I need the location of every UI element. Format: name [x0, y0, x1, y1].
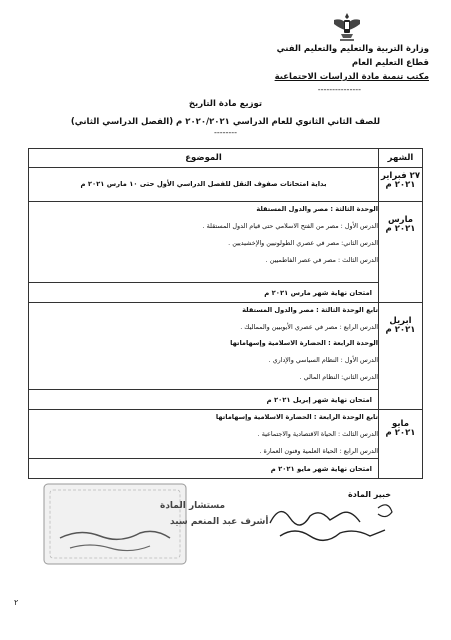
topic-cell [29, 303, 379, 390]
table-header-row [29, 149, 423, 168]
table-row [29, 168, 423, 202]
official-stamp-icon [40, 478, 269, 570]
month-cell [379, 303, 423, 410]
month-label: مايو [392, 419, 409, 429]
expert-signature-label: خبير المادة [348, 490, 391, 499]
table-row [29, 202, 423, 283]
lesson-item: الدرس الرابع : الحياة العلمية وفنون العمارة . [259, 447, 378, 455]
page-number: ٢ [14, 598, 19, 607]
lesson-item: الدرس الثاني: مصر في عصري الطولونيين والإخشيديين . [228, 239, 378, 247]
monthly-exam: امتحان نهاية شهر إبريل ٢٠٢١ م [29, 390, 379, 410]
lesson-item: الدرس الثاني: النظام المالي . [299, 373, 378, 381]
topic-cell [29, 168, 379, 202]
lesson-item: الدرس الثالث : الحياة الاقتصادية والاجتماعية . [257, 430, 378, 438]
stamp-title: مستشار المادة [160, 501, 226, 511]
schedule-table [28, 148, 423, 479]
topic-column-header: الموضوع [29, 149, 379, 168]
topic-cell [29, 410, 379, 459]
header-divider: --------------- [317, 85, 361, 94]
month-label: مارس [387, 215, 414, 225]
monthly-exam: امتحان نهاية شهر مارس ٢٠٢١ م [29, 283, 379, 303]
month-cell [379, 168, 423, 202]
table-row [29, 390, 423, 410]
lesson-item: الدرس الأول : النظام السياسي والإداري . [268, 356, 378, 364]
document-subtitle: للصف الثاني الثانوي للعام الدراسي ٢٠٢٠/٢٠٢١ م (الفصل الدراسي الثاني) [70, 117, 381, 127]
document-title: توزيع مادة التاريخ [188, 99, 263, 109]
office-name: مكتب تنمية مادة الدراسات الاجتماعية [274, 72, 429, 82]
stamp-name: أشرف عبد المنعم سيد [170, 517, 269, 527]
handwritten-signature-icon [260, 478, 410, 548]
sector-name: قطاع التعليم العام [351, 58, 429, 68]
month-year: ٢٠٢١ م [385, 428, 416, 438]
month-label: ٢٧ فبراير [380, 171, 421, 181]
table-row [29, 283, 423, 303]
ministry-name: وزارة التربية والتعليم والتعليم الفني [276, 44, 429, 54]
table-row [29, 410, 423, 459]
lesson-item: الدرس الثالث : مصر في عصر الفاطميين . [265, 256, 378, 264]
month-year: ٢٠٢١ م [385, 325, 416, 335]
unit-title: الوحدة الرابعة : الحضارة الاسلامية وإسهاماتها [230, 339, 378, 347]
lesson-item: الدرس الأول : مصر من الفتح الاسلامي حتى قيام الدول المستقلة . [202, 222, 378, 230]
month-cell [379, 410, 423, 479]
month-cell [379, 202, 423, 303]
unit-title: تابع الوحدة الرابعة : الحضارة الاسلامية وإسهاماتها [215, 413, 378, 421]
month-label: ابريل [389, 316, 412, 326]
lesson-item: الدرس الرابع : مصر في عصري الأيوبيين والمماليك . [240, 323, 378, 331]
eagle-emblem-icon [330, 10, 364, 44]
month-column-header: الشهر [379, 149, 423, 168]
month-year: ٢٠٢١ م [385, 180, 416, 190]
month-year: ٢٠٢١ م [385, 224, 416, 234]
topic-cell [29, 202, 379, 283]
unit-title: تابع الوحدة الثالثة : مصر والدول المستقلة [242, 306, 378, 314]
table-row [29, 459, 423, 479]
monthly-exam: امتحان نهاية شهر مايو ٢٠٢١ م [29, 459, 379, 479]
title-divider: -------- [213, 128, 238, 137]
exam-period-note: بداية امتحانات صفوف النقل للفصل الدراسي الأول حتى ١٠ مارس ٢٠٢١ م [80, 180, 327, 188]
table-row [29, 303, 423, 390]
unit-title: الوحدة الثالثة : مصر والدول المستقلة [256, 205, 378, 213]
